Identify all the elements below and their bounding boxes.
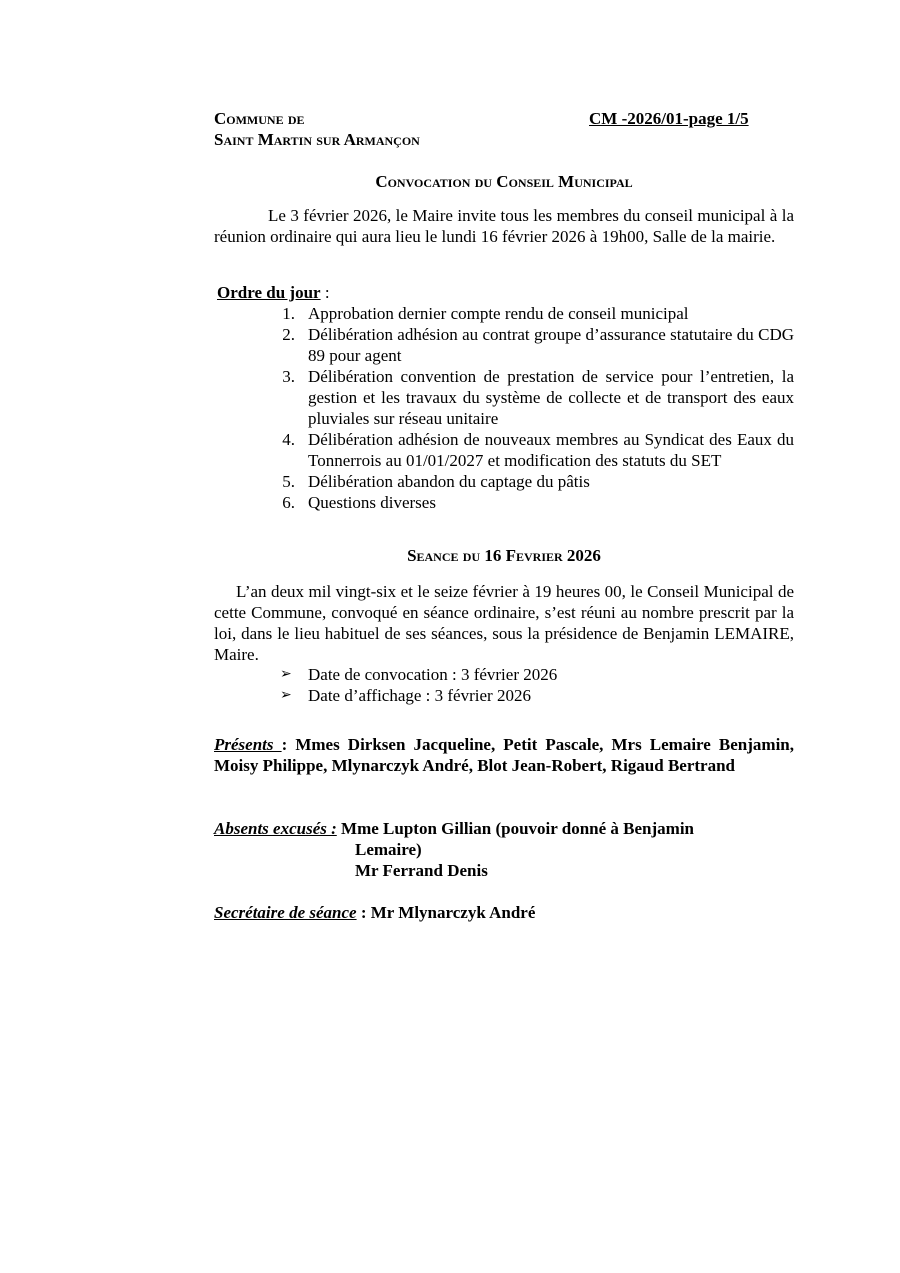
- absents-value-3: Mr Ferrand Denis: [355, 861, 488, 880]
- presents-label: Présents: [214, 735, 282, 754]
- agenda-item-text: Délibération adhésion au contrat groupe d’assurance statutaire du CDG 89 pour agent: [308, 325, 794, 365]
- secretaire-value: : Mr Mlynarczyk André: [356, 903, 536, 922]
- secretaire-label: Secrétaire de séance: [214, 903, 357, 922]
- agenda-item-text: Délibération adhésion de nouveaux membres au Syndicat des Eaux du Tonnerrois au 01/01/2027 et modification des statuts du SET: [308, 430, 794, 470]
- commune-name: [214, 108, 420, 150]
- agenda-heading: [217, 282, 330, 303]
- presents-value: : Mmes Dirksen Jacqueline, Petit Pascale, Mrs Lemaire Benjamin, Moisy Philippe, Mlynarczyk André, Blot Jean-Robert, Rigaud Bertrand: [214, 735, 795, 775]
- agenda-item: [214, 366, 794, 429]
- absents-value-1: Mme Lupton Gillian (pouvoir donné à Benjamin: [336, 819, 694, 838]
- agenda-item-number: 1.: [282, 304, 295, 323]
- agenda-item-text: Délibération abandon du captage du pâtis: [308, 472, 590, 491]
- commune-line-2: Saint Martin sur Armançon: [214, 130, 420, 149]
- seance-date-item: [280, 664, 557, 685]
- page-reference: CM -2026/01-page 1/5: [589, 109, 749, 128]
- agenda-item: [214, 471, 794, 492]
- seance-dates-list: [280, 664, 557, 706]
- agenda-item: [214, 429, 794, 471]
- agenda-item: [214, 303, 794, 324]
- agenda-heading-colon: :: [320, 283, 330, 302]
- agenda-item: [214, 492, 794, 513]
- absents-label: Absents excusés :: [214, 819, 337, 838]
- seance-title: Seance du 16 Fevrier 2026: [407, 546, 601, 565]
- agenda-item-text: Approbation dernier compte rendu de conseil municipal: [308, 304, 689, 323]
- seance-date-text: Date d’affichage : 3 février 2026: [308, 686, 531, 705]
- agenda-heading-label: Ordre du jour: [217, 283, 321, 302]
- agenda-list: [214, 303, 794, 513]
- arrow-bullet-icon: ➢: [280, 687, 292, 703]
- presents-paragraph: [214, 734, 794, 776]
- seance-date-item: [280, 685, 557, 706]
- agenda-item-text: Délibération convention de prestation de service pour l’entretien, la gestion et les travaux du système de collecte et de transport des eaux pluviales sur réseau unitaire: [308, 367, 794, 428]
- absents-value-2: Lemaire): [355, 840, 422, 859]
- agenda-item-number: 4.: [282, 430, 295, 449]
- seance-intro-text: L’an deux mil vingt-six et le seize février à 19 heures 00, le Conseil Municipal de cette Commune, convoqué en séance ordinaire, s’est réuni au nombre prescrit par la loi, dans le lieu habituel de ses séances, sous la présidence de Benjamin LEMAIRE, Maire.: [214, 582, 794, 664]
- agenda-item-number: 2.: [282, 325, 295, 344]
- agenda-item-number: 3.: [282, 367, 295, 386]
- absents-block: [214, 818, 694, 881]
- absents-line-1: [214, 818, 694, 839]
- agenda-item-text: Questions diverses: [308, 493, 436, 512]
- invitation-paragraph: [214, 205, 794, 247]
- commune-line-1: Commune de: [214, 109, 305, 128]
- agenda-item-number: 6.: [282, 493, 295, 512]
- agenda-item: [214, 324, 794, 366]
- arrow-bullet-icon: ➢: [280, 666, 292, 682]
- convocation-title: Convocation du Conseil Municipal: [375, 172, 633, 191]
- invitation-text: Le 3 février 2026, le Maire invite tous les membres du conseil municipal à la réunion ordinaire qui aura lieu le lundi 16 février 2026 à 19h00, Salle de la mairie.: [214, 206, 794, 246]
- seance-intro: [214, 581, 794, 665]
- seance-date-text: Date de convocation : 3 février 2026: [308, 665, 558, 684]
- secretaire-line: [214, 902, 535, 923]
- agenda-item-number: 5.: [282, 472, 295, 491]
